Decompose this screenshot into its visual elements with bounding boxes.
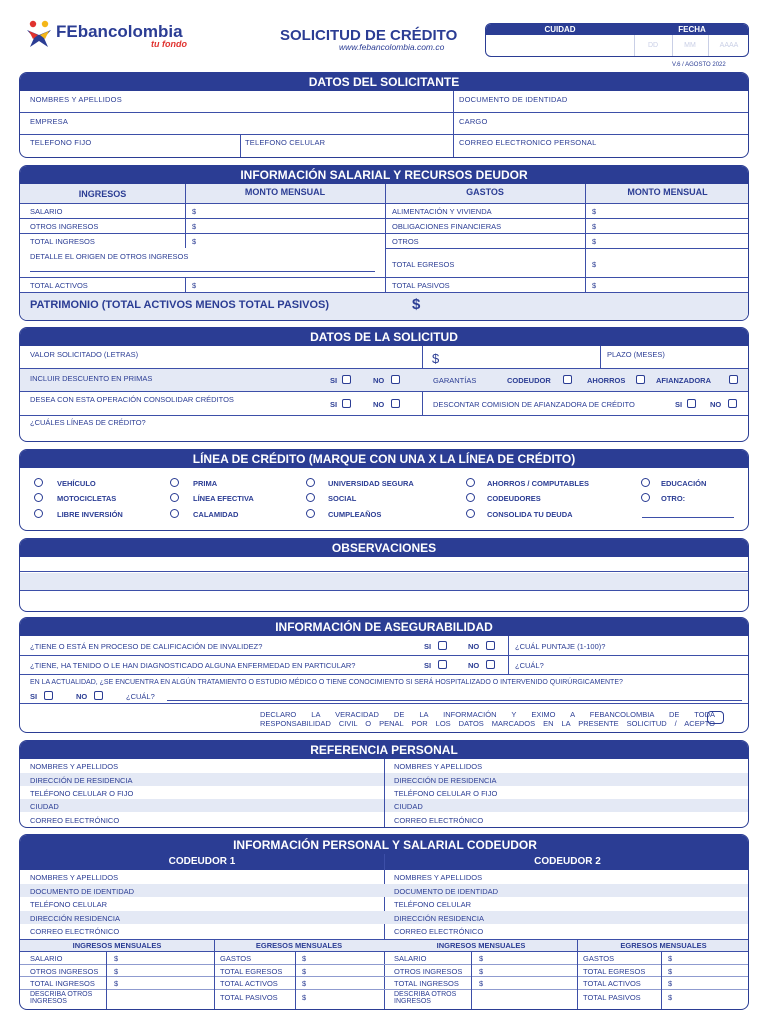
consolida-deuda-option[interactable] <box>466 509 475 518</box>
descontar-no-checkbox[interactable] <box>728 399 737 408</box>
primas-no-label: NO <box>373 376 385 385</box>
section-linea-credito <box>19 449 749 531</box>
cod1-total-pasivos-amount[interactable]: $ <box>302 993 307 1002</box>
section-title: LÍNEA DE CRÉDITO (MARQUE CON UNA X LA LÍNEA DE CRÉDITO) <box>20 450 748 468</box>
calamidad-option[interactable] <box>170 509 179 518</box>
puntaje-field[interactable]: ¿CUÁL PUNTAJE (1-100)? <box>515 642 606 651</box>
section-title: INFORMACIÓN DE ASEGURABILIDAD <box>20 618 748 636</box>
cod1-total-activos-amount[interactable]: $ <box>302 979 307 988</box>
codeudor-checkbox[interactable] <box>563 375 572 384</box>
social-option[interactable] <box>306 493 315 502</box>
cod2-describa-label: DESCRIBA OTROS INGRESOS <box>394 991 457 1005</box>
consolidar-no-label: NO <box>373 400 385 409</box>
detalle-otros-field[interactable] <box>30 271 375 272</box>
city-label: CUIDAD <box>544 25 576 34</box>
universidad-segura-option[interactable] <box>306 478 315 487</box>
cod1-telefono[interactable]: TELÉFONO CELULAR <box>30 900 108 909</box>
linea-efectiva-option[interactable] <box>170 493 179 502</box>
tratamiento-cual-field[interactable] <box>167 700 742 701</box>
empresa-field[interactable]: EMPRESA <box>30 117 69 126</box>
motocicletas-option[interactable] <box>34 493 43 502</box>
cod1-gastos-label: GASTOS <box>220 954 252 963</box>
alimentacion-label: ALIMENTACIÓN Y VIVIENDA <box>392 207 492 216</box>
section-title: OBSERVACIONES <box>20 539 748 557</box>
cod1-egresos-header: EGRESOS MENSUALES <box>255 941 343 950</box>
total-pasivos-label: TOTAL PASIVOS <box>392 281 450 290</box>
total-activos-amount[interactable]: $ <box>192 281 197 290</box>
section-salarial <box>19 165 749 321</box>
year-field[interactable]: AAAA <box>719 42 739 49</box>
telefono-celular-field[interactable]: TELEFONO CELULAR <box>245 138 326 147</box>
valor-solicitado-field[interactable]: VALOR SOLICITADO (LETRAS) <box>30 350 139 359</box>
cod2-correo[interactable]: CORREO ELECTRÓNICO <box>394 927 484 936</box>
prima-label: PRIMA <box>193 479 218 488</box>
day-field[interactable]: DD <box>647 42 659 49</box>
cumpleanos-option[interactable] <box>306 509 315 518</box>
invalidez-si-checkbox[interactable] <box>438 641 447 650</box>
primas-si-checkbox[interactable] <box>342 375 351 384</box>
ref2-telefono[interactable]: TELÉFONO CELULAR O FIJO <box>394 789 498 798</box>
cod1-correo[interactable]: CORREO ELECTRÓNICO <box>30 927 120 936</box>
nombres-field[interactable]: NOMBRES Y APELLIDOS <box>30 95 122 104</box>
ahorros-label: AHORROS <box>587 376 626 385</box>
cod2-total-pasivos-label: TOTAL PASIVOS <box>583 993 641 1002</box>
enfermedad-si-checkbox[interactable] <box>438 660 447 669</box>
codeudores-label: CODEUDORES <box>487 494 541 503</box>
section-title: REFERENCIA PERSONAL <box>20 741 748 759</box>
ref2-correo[interactable]: CORREO ELECTRÓNICO <box>394 816 484 825</box>
salario-amount[interactable]: $ <box>192 207 197 216</box>
correo-field[interactable]: CORREO ELECTRONICO PERSONAL <box>459 138 597 147</box>
afianzadora-label: AFIANZADORA <box>656 376 711 385</box>
cod1-total-pasivos-label: TOTAL PASIVOS <box>220 993 278 1002</box>
cod2-gastos-label: GASTOS <box>583 954 615 963</box>
cod2-total-ingresos-amount[interactable]: $ <box>479 979 484 988</box>
brand-name: FEbancolombia <box>56 22 183 41</box>
otro-label: OTRO: <box>661 494 686 503</box>
date-label: FECHA <box>678 25 706 34</box>
codeudor-1-header: CODEUDOR 1 <box>20 854 384 870</box>
cod1-otros-ingresos-amount[interactable]: $ <box>114 967 119 976</box>
gastos-header: GASTOS <box>466 187 504 197</box>
declaracion-line-2: RESPONSABILIDAD CIVIL O PENAL POR LOS DATOS MARCADOS EN LA PRESENTE SOLICITUD / ACEPTO <box>260 719 715 728</box>
descontar-no-label: NO <box>710 400 722 409</box>
documento-field[interactable]: DOCUMENTO DE IDENTIDAD <box>459 95 568 104</box>
tratamiento-no-checkbox[interactable] <box>94 691 103 700</box>
consolidar-si-label: SI <box>330 400 338 409</box>
section-codeudor <box>19 834 749 1010</box>
enfermedad-si-label: SI <box>424 661 432 670</box>
total-activos-label: TOTAL ACTIVOS <box>30 281 88 290</box>
libre-inversion-label: LIBRE INVERSIÓN <box>57 510 123 519</box>
descuento-primas-label: INCLUIR DESCUENTO EN PRIMAS <box>30 374 153 383</box>
consolida-deuda-label: CONSOLIDA TU DEUDA <box>487 510 573 519</box>
section-title: INFORMACIÓN PERSONAL Y SALARIAL CODEUDOR <box>233 838 537 852</box>
cod2-otros-ingresos-label: OTROS INGRESOS <box>394 967 463 976</box>
invalidez-no-checkbox[interactable] <box>486 641 495 650</box>
vehiculo-option[interactable] <box>34 478 43 487</box>
monto-header-left: MONTO MENSUAL <box>244 187 326 197</box>
cod1-salario-label: SALARIO <box>30 954 63 963</box>
cod2-documento[interactable]: DOCUMENTO DE IDENTIDAD <box>394 887 499 896</box>
cuales-lineas-field[interactable]: ¿CUÁLES LÍNEAS DE CRÉDITO? <box>30 418 146 427</box>
monto-header-right: MONTO MENSUAL <box>627 187 708 197</box>
universidad-segura-label: UNIVERSIDAD SEGURA <box>328 479 414 488</box>
cod2-total-egresos-amount[interactable]: $ <box>668 967 673 976</box>
afianzadora-checkbox[interactable] <box>729 375 738 384</box>
vehiculo-label: VEHÍCULO <box>57 479 96 488</box>
ingresos-header: INGRESOS <box>78 189 127 199</box>
social-label: SOCIAL <box>328 494 357 503</box>
ahorros-computables-option[interactable] <box>466 478 475 487</box>
patrimonio-amount[interactable]: $ <box>412 296 421 313</box>
ref1-direccion[interactable]: DIRECCIÓN DE RESIDENCIA <box>30 776 133 785</box>
logo-icon <box>24 18 54 48</box>
cod1-describa-label: DESCRIBA OTROS INGRESOS <box>30 991 93 1005</box>
cod1-salario-amount[interactable]: $ <box>114 954 119 963</box>
cod2-salario-label: SALARIO <box>394 954 427 963</box>
invalidez-no-label: NO <box>468 642 480 651</box>
cod2-nombres[interactable]: NOMBRES Y APELLIDOS <box>394 873 483 882</box>
tratamiento-no-label: NO <box>76 692 88 701</box>
patrimonio-label: PATRIMONIO (TOTAL ACTIVOS MENOS TOTAL PASIVOS) <box>30 299 330 311</box>
observaciones-line-1[interactable] <box>20 557 749 572</box>
otro-field[interactable] <box>642 517 734 518</box>
ref1-ciudad[interactable]: CIUDAD <box>30 802 59 811</box>
observaciones-line-3[interactable] <box>20 592 749 612</box>
cod2-total-activos-amount[interactable]: $ <box>668 979 673 988</box>
tratamiento-si-checkbox[interactable] <box>44 691 53 700</box>
cod1-otros-ingresos-label: OTROS INGRESOS <box>30 967 99 976</box>
cod2-ingresos-header: INGRESOS MENSUALES <box>436 941 526 950</box>
section-title: INFORMACIÓN SALARIAL Y RECURSOS DEUDOR <box>20 166 748 184</box>
garantias-label: GARANTÍAS <box>433 376 477 385</box>
city-field[interactable] <box>486 35 634 57</box>
consolidar-si-checkbox[interactable] <box>342 399 351 408</box>
website: www.febancolombia.com.co <box>339 42 445 52</box>
cod2-otros-ingresos-amount[interactable]: $ <box>479 967 484 976</box>
primas-no-checkbox[interactable] <box>391 375 400 384</box>
libre-inversion-option[interactable] <box>34 509 43 518</box>
otros-gastos-label: OTROS <box>392 237 419 246</box>
plazo-field[interactable]: PLAZO (MESES) <box>607 350 665 359</box>
brand-tagline: tu fondo <box>151 39 187 49</box>
cod1-documento[interactable]: DOCUMENTO DE IDENTIDAD <box>30 887 135 896</box>
ref2-ciudad[interactable]: CIUDAD <box>394 802 423 811</box>
telefono-fijo-field[interactable]: TELEFONO FIJO <box>30 138 92 147</box>
calamidad-label: CALAMIDAD <box>193 510 239 519</box>
section-title: DATOS DEL SOLICITANTE <box>20 73 748 91</box>
section-solicitante <box>19 72 749 158</box>
ahorros-computables-label: AHORROS / COMPUTABLES <box>487 479 589 488</box>
city-date-box <box>485 23 749 57</box>
linea-efectiva-label: LÍNEA EFECTIVA <box>193 494 254 503</box>
otro-option[interactable] <box>641 493 650 502</box>
ref1-correo[interactable]: CORREO ELECTRÓNICO <box>30 816 120 825</box>
salario-label: SALARIO <box>30 207 63 216</box>
cod1-total-egresos-label: TOTAL EGRESOS <box>220 967 283 976</box>
consolidar-label: DESEA CON ESTA OPERACIÓN CONSOLIDAR CRÉDITOS <box>30 395 234 404</box>
cod1-ingresos-header: INGRESOS MENSUALES <box>72 941 162 950</box>
cod1-nombres[interactable]: NOMBRES Y APELLIDOS <box>30 873 119 882</box>
cod2-total-egresos-label: TOTAL EGRESOS <box>583 967 646 976</box>
cod2-total-pasivos-amount[interactable]: $ <box>668 993 673 1002</box>
acepto-checkbox[interactable] <box>707 711 724 724</box>
cargo-field[interactable]: CARGO <box>459 117 488 126</box>
tratamiento-question: EN LA ACTUALIDAD, ¿SE ENCUENTRA EN ALGÚN TRATAMIENTO O ESTUDIO MÉDICO O TIENE CONOCIMIENTO SI SERÁ HOSPITALIZADO O INTERVENIDO QUIRÚRGICAMENTE? <box>30 679 623 686</box>
ref2-direccion[interactable]: DIRECCIÓN DE RESIDENCIA <box>394 776 497 785</box>
section-observaciones <box>19 538 749 612</box>
educacion-option[interactable] <box>641 478 650 487</box>
prima-option[interactable] <box>170 478 179 487</box>
cod2-salario-amount[interactable]: $ <box>479 954 484 963</box>
total-ingresos-amount[interactable]: $ <box>192 237 197 246</box>
version-label: V.6 / AGOSTO 2022 <box>672 62 726 68</box>
invalidez-si-label: SI <box>424 642 432 651</box>
section-title: DATOS DE LA SOLICITUD <box>20 328 748 346</box>
detalle-otros-label: DETALLE EL ORIGEN DE OTROS INGRESOS <box>30 252 189 261</box>
observaciones-line-2[interactable] <box>20 573 749 591</box>
section-referencia <box>19 740 749 828</box>
enfermedad-question: ¿TIENE, HA TENIDO O LE HAN DIAGNOSTICADO ALGUNA ENFERMEDAD EN PARTICULAR? <box>30 661 356 670</box>
descontar-si-checkbox[interactable] <box>687 399 696 408</box>
cod1-total-egresos-amount[interactable]: $ <box>302 967 307 976</box>
cod1-direccion[interactable]: DIRECCIÓN RESIDENCIA <box>30 914 121 923</box>
obligaciones-amount[interactable]: $ <box>592 222 597 231</box>
page-title: SOLICITUD DE CRÉDITO <box>280 27 458 44</box>
motocicletas-label: MOTOCICLETAS <box>57 494 117 503</box>
ahorros-checkbox[interactable] <box>636 375 645 384</box>
section-solicitud <box>19 327 749 442</box>
descontar-label: DESCONTAR COMISION DE AFIANZADORA DE CRÉDITO <box>433 400 635 409</box>
total-pasivos-amount[interactable]: $ <box>592 281 597 290</box>
declaracion-line-1: DECLARO LA VERACIDAD DE LA INFORMACIÓN Y EXIMO A FEBANCOLOMBIA DE TODA <box>260 710 715 719</box>
educacion-label: EDUCACIÓN <box>661 479 707 488</box>
cod2-telefono[interactable]: TELÉFONO CELULAR <box>394 900 472 909</box>
cumpleanos-label: CUMPLEAÑOS <box>328 510 382 519</box>
consolidar-no-checkbox[interactable] <box>391 399 400 408</box>
enfermedad-no-checkbox[interactable] <box>486 660 495 669</box>
codeudor-label: CODEUDOR <box>507 376 551 385</box>
alimentacion-amount[interactable]: $ <box>592 207 597 216</box>
total-egresos-amount[interactable]: $ <box>592 260 597 269</box>
tratamiento-si-label: SI <box>30 692 38 701</box>
obligaciones-label: OBLIGACIONES FINANCIERAS <box>392 222 502 231</box>
cod2-egresos-header: EGRESOS MENSUALES <box>620 941 707 950</box>
logo <box>24 18 54 48</box>
cod2-direccion[interactable]: DIRECCIÓN RESIDENCIA <box>394 914 485 923</box>
ref1-telefono[interactable]: TELÉFONO CELULAR O FIJO <box>30 789 134 798</box>
enfermedad-no-label: NO <box>468 661 480 670</box>
total-egresos-label: TOTAL EGRESOS <box>392 260 455 269</box>
otros-ingresos-amount[interactable]: $ <box>192 222 197 231</box>
primas-si-label: SI <box>330 376 338 385</box>
descontar-si-label: SI <box>675 400 683 409</box>
codeudor-2-header: CODEUDOR 2 <box>385 854 749 870</box>
section-asegurabilidad <box>19 617 749 733</box>
cod2-total-activos-label: TOTAL ACTIVOS <box>583 979 641 988</box>
ref2-nombres[interactable]: NOMBRES Y APELLIDOS <box>394 762 483 771</box>
valor-sign[interactable]: $ <box>432 351 440 366</box>
cod2-total-ingresos-label: TOTAL INGRESOS <box>394 979 459 988</box>
cod1-total-activos-label: TOTAL ACTIVOS <box>220 979 278 988</box>
ref1-nombres[interactable]: NOMBRES Y APELLIDOS <box>30 762 119 771</box>
codeudores-option[interactable] <box>466 493 475 502</box>
enfermedad-cual-field[interactable]: ¿CUÁL? <box>515 661 544 670</box>
cod1-total-ingresos-label: TOTAL INGRESOS <box>30 979 95 988</box>
month-field[interactable]: MM <box>684 42 696 49</box>
otros-gastos-amount[interactable]: $ <box>592 237 597 246</box>
invalidez-question: ¿TIENE O ESTÁ EN PROCESO DE CALIFICACIÓN DE INVALIDEZ? <box>30 642 263 651</box>
cod1-gastos-amount[interactable]: $ <box>302 954 307 963</box>
tratamiento-cual-label: ¿CUÁL? <box>126 692 155 701</box>
total-ingresos-label: TOTAL INGRESOS <box>30 237 95 246</box>
cod2-gastos-amount[interactable]: $ <box>668 954 673 963</box>
cod1-total-ingresos-amount[interactable]: $ <box>114 979 119 988</box>
otros-ingresos-label: OTROS INGRESOS <box>30 222 99 231</box>
